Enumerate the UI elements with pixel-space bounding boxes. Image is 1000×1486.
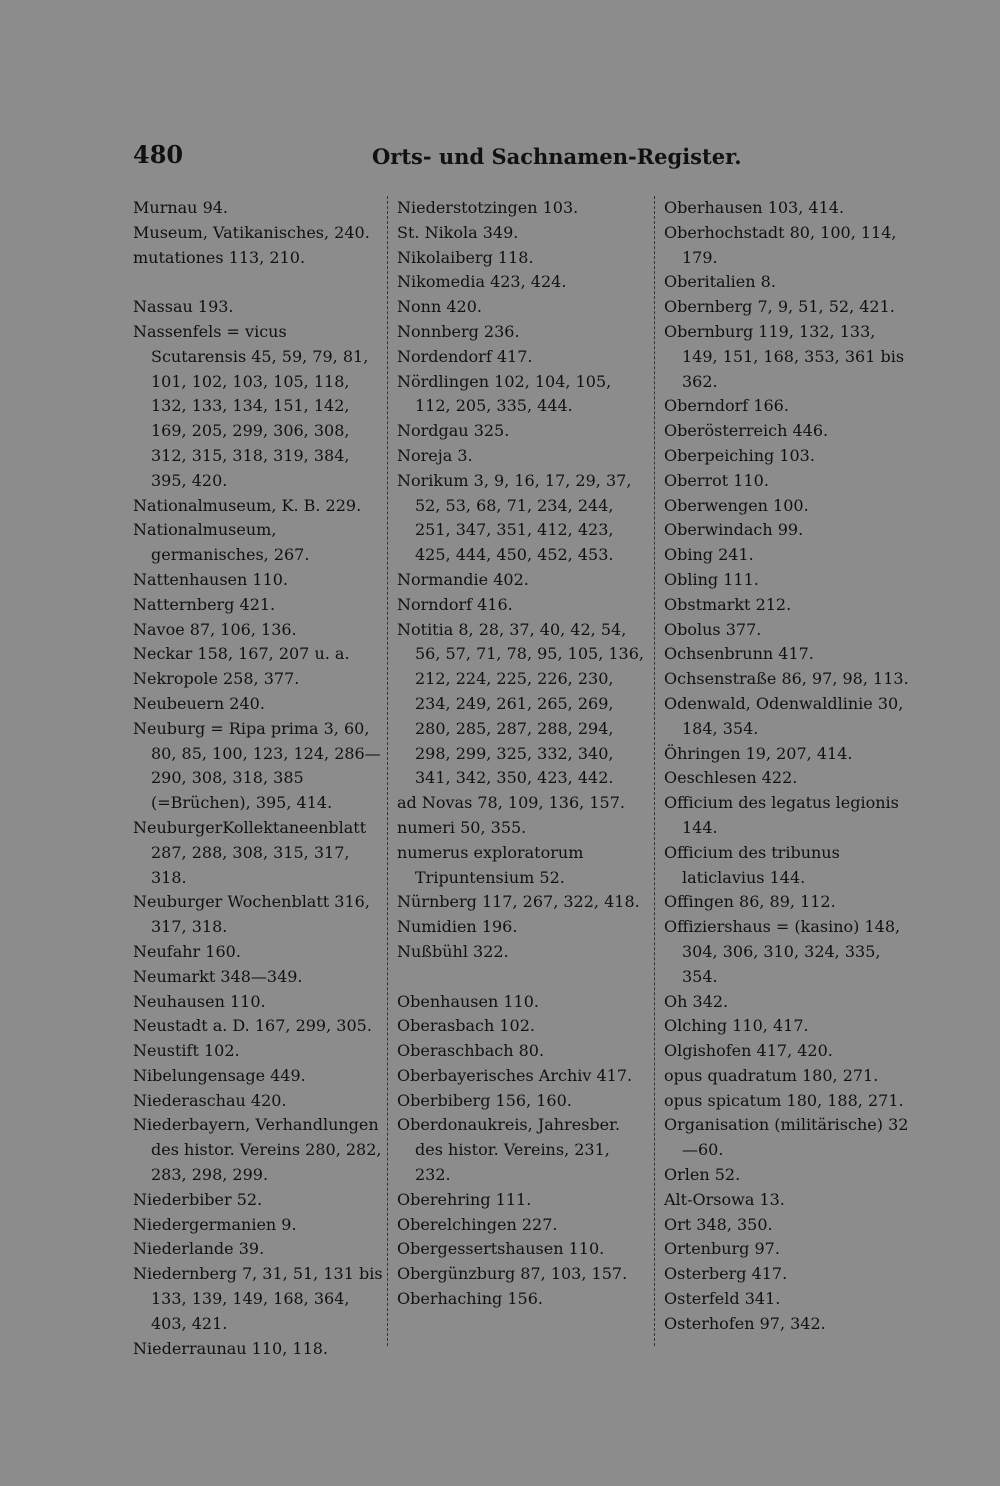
index-entry: Niederraunau 110, 118. [133,1338,329,1358]
running-head: Orts- und Sachnamen-Register. [372,144,742,169]
index-entry: Nibelungensage 449. [133,1065,306,1085]
index-column-2 [397,196,650,1312]
index-entry: Noreja 3. [397,445,473,465]
index-entry: Neuburger Wochenblatt 316, 317, 318. [133,892,376,937]
index-column-3 [664,196,916,1337]
index-entry: Neubeuern 240. [133,693,265,713]
index-entry: Nassenfels = vicus Scutarensis 45, 59, 79, 81, 101, 102, 103, 105, 118, 132, 133, 134, 151, 142, 169, 205, 299, 306, 308, 312, 315, 318, 319, 384, 395, 420. [133,321,374,490]
index-entry: ad Novas 78, 109, 136, 157. [397,793,625,813]
index-entry: Nordendorf 417. [397,346,533,366]
index-entry: Nürnberg 117, 267, 322, 418. [397,892,640,912]
index-entry: Ochsenstraße 86, 97, 98, 113. [664,669,909,689]
index-entry: Officium des legatus legionis 144. [664,793,904,837]
column-divider [387,196,388,1346]
index-entry: NeuburgerKollektaneenblatt 287, 288, 308, 315, 317, 318. [133,817,372,887]
index-entry: Oberhausen 103, 414. [664,198,845,217]
index-entry: St. Nikola 349. [397,222,519,242]
index-entry: Niederbiber 52. [133,1189,263,1209]
index-entry: Oberehring 111. [397,1189,532,1209]
index-entry: Oberbiberg 156, 160. [397,1090,572,1110]
index-entry: Neumarkt 348—349. [133,966,303,986]
index-entry: Oberasbach 102. [397,1016,535,1036]
index-entry: Neuburg = Ripa prima 3, 60, 80, 85, 100, 123, 124, 286—290, 308, 318, 385 (=Brüchen), 395, 414. [133,718,381,813]
index-entry: Osterfeld 341. [664,1289,781,1309]
index-entry: Obolus 377. [664,619,762,639]
index-entry: Nonnberg 236. [397,321,520,341]
index-entry: Obergünzburg 87, 103, 157. [397,1264,628,1284]
index-entry: Neustift 102. [133,1041,240,1061]
index-entry: numeri 50, 355. [397,817,527,837]
index-entry: Nordgau 325. [397,421,510,441]
section-gap [397,965,647,990]
index-entry: opus spicatum 180, 188, 271. [664,1090,904,1110]
index-entry: Alt-Orsowa 13. [664,1189,785,1209]
index-entry: Ort 348, 350. [664,1214,773,1234]
index-entry: Niederlande 39. [133,1239,265,1259]
index-entry: Nußbühl 322. [397,941,509,961]
index-entry: Nationalmuseum, germanisches, 267. [133,520,310,565]
index-entry: Nekropole 258, 377. [133,669,300,689]
section-gap [133,270,383,295]
index-entry: Niedergermanien 9. [133,1214,297,1234]
index-entry: Oberdonaukreis, Jahresber. des histor. Vereins, 231, 232. [397,1115,626,1185]
index-entry: Niederbayern, Verhandlungen des histor. Vereins 280, 282, 283, 298, 299. [133,1115,387,1185]
index-entry: Osterhofen 97, 342. [664,1313,826,1333]
index-entry: Nonn 420. [397,297,482,317]
index-entry: Obergessertshausen 110. [397,1239,605,1259]
index-entry: Norndorf 416. [397,594,513,614]
index-entry: Obernberg 7, 9, 51, 52, 421. [664,297,895,317]
index-entry: Norikum 3, 9, 16, 17, 29, 37, 52, 53, 68, 71, 234, 244, 251, 347, 351, 412, 423, 425, 444, 450, 452, 453. [397,470,637,565]
index-entry: Numidien 196. [397,917,518,937]
index-entry: Niederaschau 420. [133,1090,287,1110]
index-entry: Oberaschbach 80. [397,1041,545,1061]
index-entry: Ochsenbrunn 417. [664,644,814,664]
index-entry: Obernburg 119, 132, 133, 149, 151, 168, 353, 361 bis 362. [664,321,910,391]
index-entry: Osterberg 417. [664,1264,788,1284]
index-entry: Neuhausen 110. [133,991,266,1011]
index-entry: Nattenhausen 110. [133,569,289,589]
index-entry: Oberwindach 99. [664,520,804,540]
index-entry: Oberpeiching 103. [664,445,815,465]
index-entry: Officium des tribunus laticlavius 144. [664,842,845,887]
index-entry: Offingen 86, 89, 112. [664,892,836,912]
index-entry: mutationes 113, 210. [133,247,306,267]
index-entry: Notitia 8, 28, 37, 40, 42, 54, 56, 57, 71, 78, 95, 105, 136, 212, 224, 225, 226, 230, 234, 249, 261, 265, 269, 280, 285, 287, 288, 294, 298, 299, 325, 332, 340, 341, 342, 350, 423, 442. [397,619,650,788]
index-entry: Nördlingen 102, 104, 105, 112, 205, 335, 444. [397,371,617,416]
index-entry: numerus exploratorum Tripuntensium 52. [397,842,589,887]
index-entry: Oberhochstadt 80, 100, 114, 179. [664,222,902,267]
index-entry: Orlen 52. [664,1165,741,1185]
index-column-1 [133,196,388,1361]
index-entry: Nikolaiberg 118. [397,247,534,267]
index-entry: Oberndorf 166. [664,396,789,416]
index-entry: Obstmarkt 212. [664,594,792,614]
index-entry: Obing 241. [664,545,754,565]
column-divider [654,196,655,1346]
index-entry: Oberhaching 156. [397,1289,543,1309]
index-entry: Oberösterreich 446. [664,421,829,441]
index-entry: Oh 342. [664,991,729,1011]
index-entry: Niedernberg 7, 31, 51, 131 bis 133, 139, 149, 168, 364, 403, 421. [133,1264,388,1333]
index-entry: Nassau 193. [133,297,234,317]
index-entry: Ortenburg 97. [664,1239,780,1259]
index-entry: Oberbayerisches Archiv 417. [397,1065,633,1085]
index-entry: Obenhausen 110. [397,991,539,1011]
index-entry: Olgishofen 417, 420. [664,1041,833,1061]
index-entry: Natternberg 421. [133,594,276,614]
index-entry: Oberitalien 8. [664,272,776,292]
index-entry: Museum, Vatikanisches, 240. [133,222,370,242]
index-entry: Oberrot 110. [664,470,769,490]
index-entry: Nationalmuseum, K. B. 229. [133,495,362,515]
index-entry: Neustadt a. D. 167, 299, 305. [133,1016,372,1036]
index-entry: Neckar 158, 167, 207 u. a. [133,644,350,664]
index-entry: Oberelchingen 227. [397,1214,558,1234]
index-entry: Obling 111. [664,569,759,589]
index-entry: opus quadratum 180, 271. [664,1065,879,1085]
index-entry: Murnau 94. [133,198,229,217]
index-entry: Offiziershaus = (kasino) 148, 304, 306, 310, 324, 335, 354. [664,917,906,986]
index-entry: Normandie 402. [397,569,529,589]
index-entry: Neufahr 160. [133,941,241,961]
index-entry: Nikomedia 423, 424. [397,272,567,292]
index-entry: Odenwald, Odenwaldlinie 30, 184, 354. [664,693,909,738]
index-entry: Oberwengen 100. [664,495,809,515]
page-number: 480 [133,140,184,169]
index-entry: Öhringen 19, 207, 414. [664,743,853,763]
index-entry: Oeschlesen 422. [664,768,798,788]
index-entry: Organisation (militärische) 32—60. [664,1115,909,1160]
index-entry: Olching 110, 417. [664,1016,809,1036]
index-entry: Niederstotzingen 103. [397,198,579,217]
index-entry: Navoe 87, 106, 136. [133,619,297,639]
